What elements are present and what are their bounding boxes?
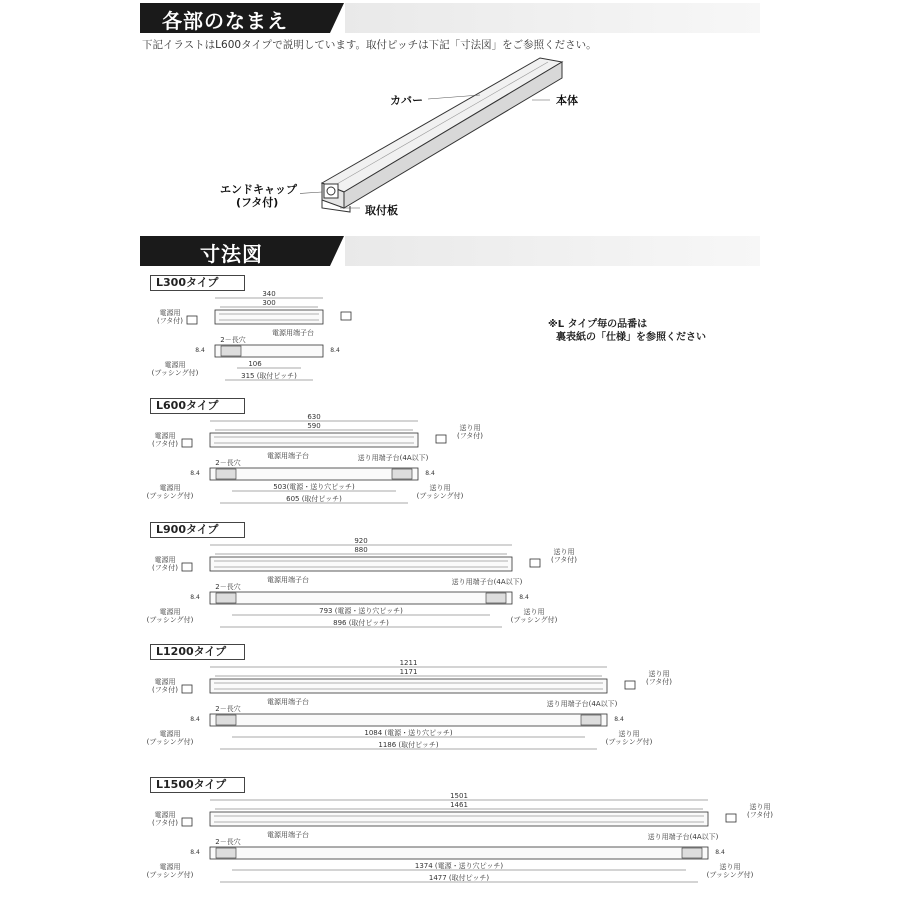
send-bushing-label: 送り用 [523, 608, 545, 616]
power-endcap-icon [182, 818, 192, 826]
terminal-label: 電源用端子台 [267, 452, 309, 460]
label-cover: カバー [390, 94, 423, 107]
send-endcap-icon [530, 559, 540, 567]
power-lid-label: (フタ付) [152, 819, 178, 827]
send-lid-label: 送り用 [553, 548, 575, 556]
power-endcap-icon [182, 563, 192, 571]
power-bushing-label: 電源用 [164, 361, 186, 369]
type-label: L300タイプ [150, 275, 245, 291]
mount-pitch: 1186 (取付ピッチ) [378, 741, 439, 749]
power-terminal-block [216, 593, 236, 603]
power-terminal-block [216, 715, 236, 725]
send-terminal-block [682, 848, 702, 858]
section-header-dimensions [140, 236, 760, 266]
power-terminal-block [216, 848, 236, 858]
hole-pitch: 503(電源・送り穴ピッチ) [273, 483, 355, 491]
height-dim: 8.4 [190, 470, 200, 477]
send-bushing-label: 送り用 [429, 484, 451, 492]
terminal-label: 電源用端子台 [267, 698, 309, 706]
height-dim: 8.4 [190, 849, 200, 856]
product-illustration [300, 50, 580, 220]
power-bushing-label: (ブッシング付) [151, 369, 199, 377]
type-label: L1200タイプ [150, 644, 245, 660]
send-bushing-label: (ブッシング付) [706, 871, 754, 879]
mount-pitch: 896 (取付ピッチ) [333, 619, 389, 627]
power-lid-label: 電源用 [154, 811, 176, 819]
outer-length: 1501 [450, 792, 468, 800]
inner-length: 590 [307, 422, 321, 430]
send-bushing-label: 送り用 [719, 863, 741, 871]
power-endcap-icon [187, 316, 197, 324]
power-lid-label: (フタ付) [152, 440, 178, 448]
inner-length: 880 [354, 546, 368, 554]
dimension-drawing [0, 290, 900, 420]
send-terminal-label: 送り用端子台(4A以下) [451, 578, 523, 586]
send-endcap-icon [436, 435, 446, 443]
send-terminal-label: 送り用端子台(4A以下) [647, 833, 719, 841]
outer-length: 340 [262, 290, 276, 298]
type-label: L900タイプ [150, 522, 245, 538]
send-terminal-block [581, 715, 601, 725]
power-lid-label: 電源用 [154, 678, 176, 686]
type-label: L600タイプ [150, 398, 245, 414]
send-lid-label: 送り用 [648, 670, 670, 678]
type-label: L1500タイプ [150, 777, 245, 793]
send-lid-label: (フタ付) [551, 556, 577, 564]
height-dim: 8.4 [425, 470, 435, 477]
send-lid-label: 送り用 [749, 803, 771, 811]
top-view-body [210, 679, 607, 693]
label-endcap-lid: (フタ付) [236, 196, 279, 209]
send-terminal-block [486, 593, 506, 603]
label-endcap: エンドキャップ [220, 183, 297, 196]
send-bushing-label: (ブッシング付) [605, 738, 653, 746]
top-view-body [215, 310, 323, 324]
send-lid-label: (フタ付) [457, 432, 483, 440]
power-terminal-block [221, 346, 241, 356]
send-terminal-label: 送り用端子台(4A以下) [357, 454, 429, 462]
power-bushing-label: 電源用 [159, 730, 181, 738]
hole-pitch: 1084 (電源・送り穴ピッチ) [364, 729, 453, 737]
power-bushing-label: (ブッシング付) [146, 616, 194, 624]
send-bushing-label: (ブッシング付) [416, 492, 464, 500]
power-bushing-label: 電源用 [159, 608, 181, 616]
intro-note: 下記イラストはL600タイプで説明しています。取付ピッチは下記「寸法図」をご参照ください。 [142, 39, 597, 51]
height-dim: 8.4 [190, 594, 200, 601]
bottom-view-body [210, 468, 418, 480]
power-lid-label: (フタ付) [157, 317, 183, 325]
power-bushing-label: (ブッシング付) [146, 871, 194, 879]
slot-holes-label: 2－長穴 [215, 583, 241, 591]
mount-pitch: 315 (取付ピッチ) [241, 372, 297, 380]
dimension-drawing [0, 792, 900, 922]
power-terminal-block [216, 469, 236, 479]
label-plate: 取付板 [365, 204, 398, 217]
section-header-parts [140, 3, 760, 33]
send-lid-label: 送り用 [459, 424, 481, 432]
top-view-body [210, 433, 418, 447]
slot-holes-label: 2－長穴 [215, 838, 241, 846]
slot-holes-label: 2－長穴 [215, 705, 241, 713]
label-body: 本体 [556, 94, 578, 107]
send-lid-label: (フタ付) [747, 811, 773, 819]
dimension-drawing [0, 537, 900, 667]
dimension-drawing [0, 413, 900, 543]
outer-length: 630 [307, 413, 321, 421]
power-lid-label: 電源用 [159, 309, 181, 317]
mount-pitch: 1477 (取付ピッチ) [428, 874, 490, 882]
bottom-view-body [210, 714, 607, 726]
power-bushing-label: (ブッシング付) [146, 738, 194, 746]
height-dim: 8.4 [614, 716, 624, 723]
send-bushing-label: 送り用 [618, 730, 640, 738]
height-dim: 8.4 [715, 849, 725, 856]
power-lid-label: 電源用 [154, 432, 176, 440]
remark-box: ※L タイプ毎の品番は 裏表紙の「仕様」を参照ください [548, 319, 706, 343]
outer-length: 920 [354, 537, 368, 545]
send-endcap-icon [726, 814, 736, 822]
inner-length: 1461 [450, 801, 468, 809]
send-terminal-block [392, 469, 412, 479]
outer-length: 1211 [399, 659, 418, 667]
terminal-label: 電源用端子台 [267, 831, 309, 839]
mount-pitch: 605 (取付ピッチ) [286, 495, 342, 503]
power-endcap-icon [182, 439, 192, 447]
terminal-label: 電源用端子台 [272, 329, 314, 337]
section-title: 寸法図 [200, 242, 263, 266]
power-lid-label: (フタ付) [152, 686, 178, 694]
power-lid-label: (フタ付) [152, 564, 178, 572]
bottom-view-body [210, 592, 512, 604]
height-dim: 8.4 [190, 716, 200, 723]
inner-length: 1171 [399, 668, 418, 676]
power-endcap-icon [182, 685, 192, 693]
send-terminal-label: 送り用端子台(4A以下) [546, 700, 618, 708]
hole-pitch: 106 [248, 360, 262, 368]
send-endcap-icon [625, 681, 635, 689]
height-dim: 8.4 [195, 347, 205, 354]
power-bushing-label: (ブッシング付) [146, 492, 194, 500]
power-bushing-label: 電源用 [159, 484, 181, 492]
power-bushing-label: 電源用 [159, 863, 181, 871]
dimension-drawing [0, 659, 900, 789]
send-bushing-label: (ブッシング付) [510, 616, 558, 624]
terminal-label: 電源用端子台 [267, 576, 309, 584]
top-view-body [210, 812, 708, 826]
hole-pitch: 793 (電源・送り穴ピッチ) [319, 607, 403, 615]
bottom-view-body [210, 847, 708, 859]
slot-holes-label: 2－長穴 [215, 459, 241, 467]
section-title: 各部のなまえ [162, 9, 288, 33]
height-dim: 8.4 [330, 347, 340, 354]
send-endcap-icon [341, 312, 351, 320]
slot-holes-label: 2－長穴 [220, 336, 246, 344]
send-lid-label: (フタ付) [646, 678, 672, 686]
top-view-body [210, 557, 512, 571]
height-dim: 8.4 [519, 594, 529, 601]
hole-pitch: 1374 (電源・送り穴ピッチ) [414, 862, 504, 870]
power-lid-label: 電源用 [154, 556, 176, 564]
inner-length: 300 [262, 299, 276, 307]
